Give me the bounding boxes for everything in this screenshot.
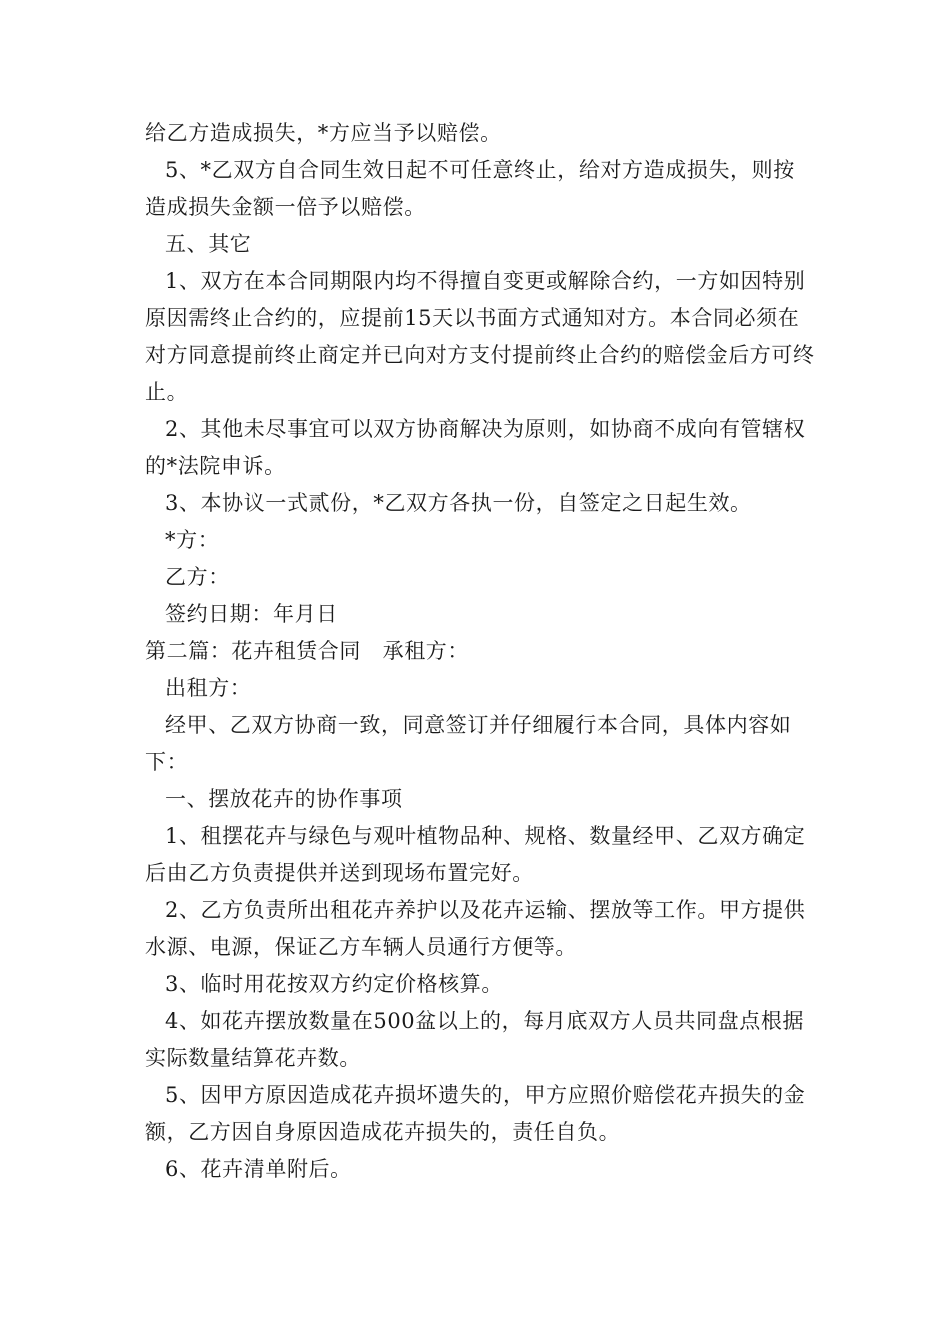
document-body xyxy=(145,115,815,1188)
paragraph: 给乙方造成损失，*方应当予以赔偿。 xyxy=(145,121,502,145)
paragraph: 1、双方在本合同期限内均不得擅自变更或解除合约，一方如因特别原因需终止合约的，应提前15天以书面方式通知对方。本合同必须在对方同意提前终止商定并已向对方支付提前终止合约的赔偿金后方可终止。 xyxy=(145,269,815,404)
chapter-heading: 第二篇：花卉租赁合同 承租方： xyxy=(145,639,469,663)
paragraph: 3、临时用花按双方约定价格核算。 xyxy=(165,972,503,996)
paragraph: 6、花卉清单附后。 xyxy=(165,1157,352,1181)
paragraph: 4、如花卉摆放数量在500盆以上的，每月底双方人员共同盘点根据实际数量结算花卉数。 xyxy=(145,1009,805,1070)
paragraph: 5、因甲方原因造成花卉损坏遗失的，甲方应照价赔偿花卉损失的金额，乙方因自身原因造成花卉损失的，责任自负。 xyxy=(145,1083,806,1144)
section-heading: 五、其它 xyxy=(165,232,252,256)
paragraph: 3、本协议一式贰份，*乙双方各执一份，自签定之日起生效。 xyxy=(165,491,752,515)
signature-party-a: *方： xyxy=(165,528,220,552)
signing-date: 签约日期：年月日 xyxy=(165,602,338,626)
section-heading: 一、摆放花卉的协作事项 xyxy=(165,787,403,811)
lessor-line: 出租方： xyxy=(165,676,252,700)
paragraph: 2、其他未尽事宜可以双方协商解决为原则，如协商不成向有管辖权的*法院申诉。 xyxy=(145,417,806,478)
paragraph: 经甲、乙双方协商一致，同意签订并仔细履行本合同，具体内容如下： xyxy=(145,713,792,774)
paragraph: 1、租摆花卉与绿色与观叶植物品种、规格、数量经甲、乙双方确定后由乙方负责提供并送到现场布置完好。 xyxy=(145,824,806,885)
paragraph: 2、乙方负责所出租花卉养护以及花卉运输、摆放等工作。甲方提供水源、电源，保证乙方车辆人员通行方便等。 xyxy=(145,898,806,959)
signature-party-b: 乙方： xyxy=(165,565,230,589)
paragraph: 5、*乙双方自合同生效日起不可任意终止，给对方造成损失，则按造成损失金额一倍予以赔偿。 xyxy=(145,158,795,219)
